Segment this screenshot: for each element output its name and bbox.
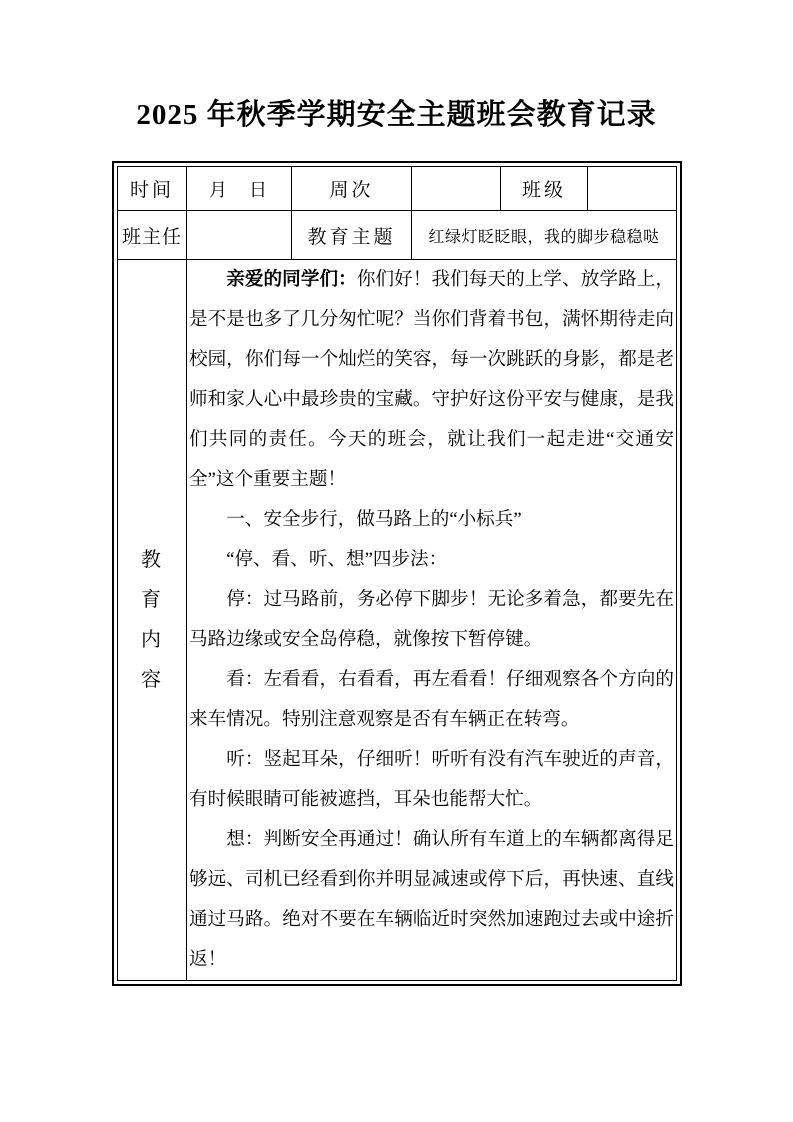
time-label: 时间 (118, 167, 187, 211)
content-paragraph: 一、安全步行，做马路上的“小标兵” (226, 509, 522, 530)
week-label: 周次 (292, 167, 412, 211)
content-paragraph: 看：左看看，右看看，再左看看！仔细观察各个方向的来车情况。特别注意观察是否有车辆正在转弯。 (189, 669, 674, 730)
content-paragraph: 想：判断安全再通过！确认所有车道上的车辆都离得足够远、司机已经看到你并明显减速或停下后，再快速、直线通过马路。绝对不要在车辆临近时突然加速跑过去或中途折返！ (189, 829, 674, 970)
table-row (118, 211, 677, 260)
time-value-cell[interactable]: 月 日 (187, 167, 292, 211)
head-teacher-value-cell[interactable] (187, 211, 292, 260)
content-paragraph: 听：竖起耳朵，仔细听！听听有没有汽车驶近的声音，有时候眼睛可能被遮挡，耳朵也能帮大忙。 (189, 749, 674, 810)
content-paragraph (189, 260, 674, 500)
education-theme-label: 教育主题 (292, 211, 412, 260)
education-content-cell (187, 260, 677, 981)
content-paragraph: 停：过马路前，务必停下脚步！无论多着急，都要先在马路边缘或安全岛停稳，就像按下暂停键。 (189, 589, 674, 650)
class-value-cell[interactable] (588, 167, 677, 211)
education-content-label: 教育内容 (141, 549, 163, 691)
content-paragraph-bold-lead: 亲爱的同学们： (226, 269, 357, 290)
page-title: 2025 年秋季学期安全主题班会教育记录 (136, 99, 657, 131)
table-row (118, 167, 677, 211)
content-paragraph-text: 你们好！我们每天的上学、放学路上，是不是也多了几分匆忙呢？当你们背着书包，满怀期待走向校园，你们每一个灿烂的笑容，每一次跳跃的身影，都是老师和家人心中最珍贵的宝藏。守护好这份平安与健康，是我们共同的责任。今天的班会，就让我们一起走进“交通安全”这个重要主题！ (189, 269, 674, 490)
record-table (117, 166, 677, 981)
table-row (118, 260, 677, 981)
head-teacher-label: 班主任 (118, 211, 187, 260)
record-table-border (112, 161, 682, 986)
education-theme-value: 红绿灯眨眨眼，我的脚步稳稳哒 (412, 211, 677, 260)
week-value-cell[interactable] (412, 167, 501, 211)
content-paragraph: “停、看、听、想”四步法： (226, 549, 448, 570)
class-label: 班级 (501, 167, 588, 211)
education-content-label-cell (118, 260, 187, 981)
